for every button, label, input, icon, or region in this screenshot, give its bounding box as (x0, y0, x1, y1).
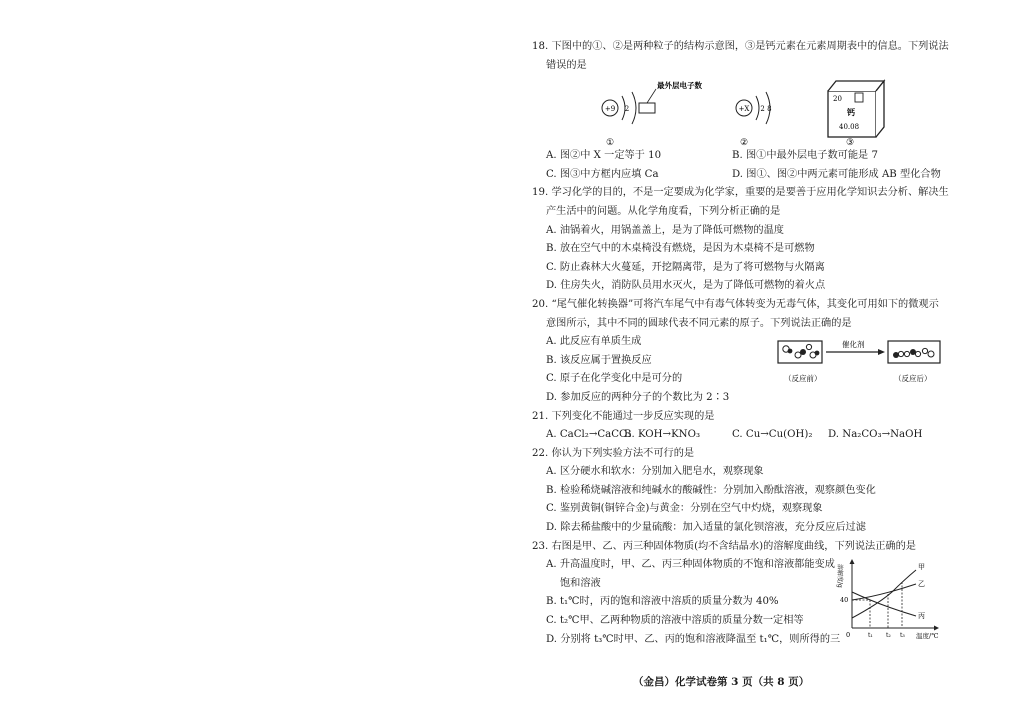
caption-3: ③ (845, 138, 855, 148)
atom2-core-text: +X (738, 105, 750, 114)
label-bing: 丙 (918, 612, 925, 621)
atom1-shell-text: 2 (624, 105, 630, 114)
curve-yi (852, 584, 916, 600)
q18-option-b: B. 图①中最外层电子数可能是 7 (732, 150, 878, 162)
q19-stem-line1: 19. 学习化学的目的，不是一定要成为化学家，重要的是要善于应用化学知识去分析、解决生 (532, 187, 949, 199)
q20-option-b: B. 该反应属于置换反应 (546, 354, 652, 366)
q20-options-block (532, 333, 950, 407)
q18-figure (532, 77, 950, 147)
q19-option-a: A. 油锅着火，用锅盖盖上，是为了降低可燃物的温度 (546, 224, 784, 236)
after-label: （反应后） (894, 374, 932, 384)
q22-option-a: A. 区分硬水和软水：分别加入肥皂水，观察现象 (546, 466, 764, 478)
y-axis-label: 溶解度/g (836, 564, 843, 589)
question-18 (532, 38, 950, 184)
q18-options-row1 (532, 147, 950, 166)
q23-option-c: C. t₂℃甲、乙两种物质的溶液中溶质的质量分数一定相等 (546, 615, 804, 627)
label-yi: 乙 (918, 580, 925, 589)
question-19 (532, 184, 950, 296)
catalyst-label: 催化剂 (842, 340, 865, 350)
reaction-micro-diagram (776, 333, 946, 389)
blank-box (639, 103, 655, 113)
label-jia: 甲 (918, 563, 925, 572)
atom2-shell-text: 2 8 (760, 105, 772, 114)
q19-option-d: D. 住房失火，消防队员用水灭火，是为了降低可燃物的着火点 (546, 280, 826, 292)
q21-stem: 21. 下列变化不能通过一步反应实现的是 (532, 410, 715, 422)
q18-stem-line2: 错误的是 (546, 59, 587, 71)
q21-options-row (532, 426, 950, 445)
q23-option-a-line2: 饱和溶液 (560, 577, 601, 589)
q23-option-a-line1: A. 升高温度时，甲、乙、丙三种固体物质的不饱和溶液都能变成 (546, 559, 835, 571)
q22-stem: 22. 你认为下列实验方法不可行的是 (532, 447, 695, 459)
q21-option-c: C. Cu→Cu(OH)₂ (732, 429, 813, 441)
q20-option-c: C. 原子在化学变化中是可分的 (546, 373, 683, 385)
element-name: 钙 (847, 107, 855, 118)
atom-structure-diagrams (532, 77, 950, 147)
q18-option-a: A. 图②中 X 一定等于 10 (546, 150, 662, 162)
t2-label: t₂ (886, 632, 891, 640)
q22-option-b: B. 检验稀烧碱溶液和纯碱水的酸碱性：分别加入酚酞溶液，观察颜色变化 (546, 484, 876, 496)
q18-stem-line1: 18. 下图中的①、②是两种粒子的结构示意图，③是钙元素在元素周期表中的信息。下列说法 (532, 41, 949, 52)
q21-option-b: B. KOH→KNO₃ (624, 429, 701, 441)
q22-option-d: D. 除去稀盐酸中的少量硫酸：加入适量的氯化钡溶液，充分反应后过滤 (546, 522, 866, 534)
question-22 (532, 445, 950, 538)
q23-options-block (532, 556, 950, 649)
atom-1-diagram (602, 80, 702, 124)
q20-option-a: A. 此反应有单质生成 (546, 336, 642, 348)
q23-option-b: B. t₁℃时，丙的饱和溶液中溶质的质量分数为 40% (546, 596, 779, 608)
t3-label: t₃ (900, 632, 905, 640)
q19-option-b: B. 放在空气中的木桌椅没有燃烧，是因为木桌椅不是可燃物 (546, 243, 815, 255)
element-number: 20 (833, 95, 842, 104)
question-21 (532, 408, 950, 445)
q19-option-c: C. 防止森林大火蔓延，开挖隔离带，是为了将可燃物与火隔离 (546, 261, 825, 273)
page-footer: （金昌）化学试卷第 3 页（共 8 页） (633, 676, 810, 688)
solubility-curve-graph (834, 558, 944, 642)
caption-2: ② (739, 138, 749, 148)
t1-label: t₁ (868, 632, 873, 640)
q18-option-d: D. 图①、图②中两元素可能形成 AB 型化合物 (732, 168, 941, 180)
element-mass: 40.08 (839, 123, 860, 132)
q20-option-d: D. 参加反应的两种分子的个数比为 2∶3 (546, 391, 730, 403)
q20-stem-line2: 意图所示，其中不同的圆球代表不同元素的原子。下列说法正确的是 (546, 317, 852, 329)
q21-option-d: D. Na₂CO₃→NaOH (828, 429, 923, 441)
q21-option-a: A. CaCl₂→CaCO₃ (546, 429, 632, 441)
caption-1: ① (605, 138, 615, 148)
q22-option-c: C. 鉴别黄铜(铜锌合金)与黄金：分别在空气中灼烧，观察现象 (546, 503, 823, 515)
atom-2-diagram (736, 92, 772, 124)
q19-stem-line2: 产生活中的问题。从化学角度看，下列分析正确的是 (546, 205, 781, 217)
atom1-core-text: +9 (604, 105, 616, 114)
question-23 (532, 538, 950, 650)
outer-electron-label: 最外层电子数 (657, 81, 702, 91)
q23-stem: 23. 右图是甲、乙、丙三种固体物质(均不含结晶水)的溶解度曲线，下列说法正确的是 (532, 540, 916, 552)
y-tick-40: 40 (840, 596, 849, 605)
q18-option-c: C. 图③中方框内应填 Ca (546, 168, 659, 180)
x-axis-label: 温度/℃ (916, 632, 939, 641)
periodic-element-box (828, 81, 884, 137)
q18-options-row2 (532, 166, 950, 185)
q20-stem-line1: 20. “尾气催化转换器”可将汽车尾气中有毒气体转变为无毒气体，其变化可用如下的微观示 (532, 298, 939, 310)
origin-label: 0 (846, 631, 851, 640)
question-20 (532, 296, 950, 408)
q23-option-d: D. 分别将 t₃℃时甲、乙、丙的饱和溶液降温至 t₁℃，则所得的三 (546, 633, 841, 645)
before-label: （反应前） (784, 374, 822, 384)
question-column (532, 38, 950, 649)
